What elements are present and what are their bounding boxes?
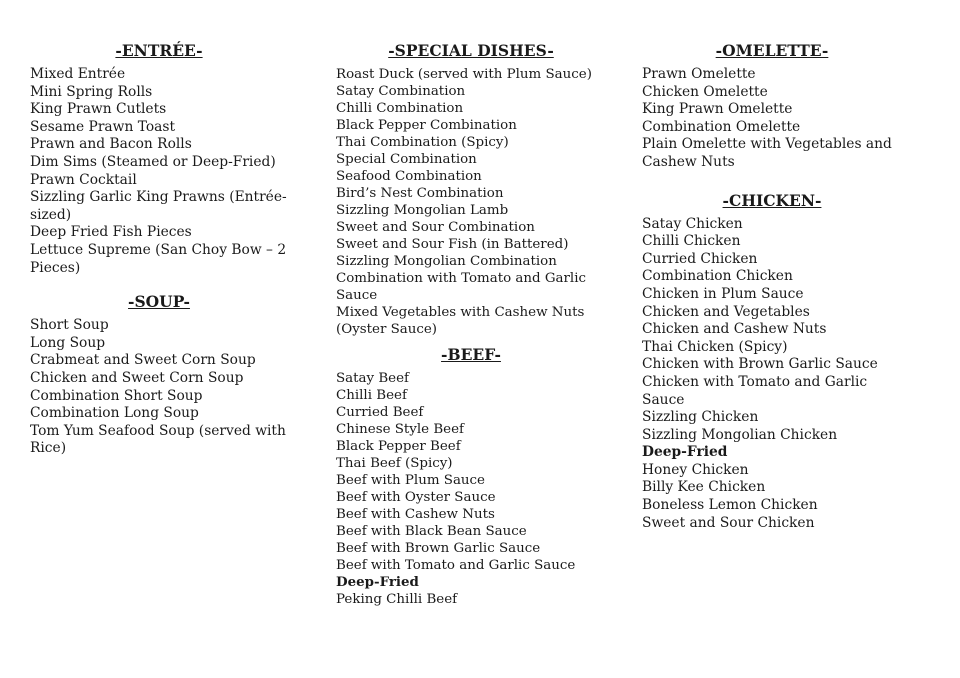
menu-item: Short Soup <box>30 317 109 334</box>
menu-item: Black Pepper Beef <box>336 439 461 454</box>
menu-subheading: Deep-Fried <box>642 444 728 461</box>
menu-section-special-dishes <box>336 40 606 338</box>
menu-item: Chilli Chicken <box>642 233 741 250</box>
menu-subheading: Deep-Fried <box>336 574 419 590</box>
menu-column-3 <box>642 40 902 532</box>
menu-item: Sizzling Mongolian Chicken <box>642 426 838 443</box>
menu-item: Billy Kee Chicken <box>642 479 766 496</box>
menu-item: Sesame Prawn Toast <box>30 118 176 135</box>
menu-item: Sweet and Sour Fish (in Battered) <box>336 237 569 252</box>
menu-item-list <box>30 317 288 458</box>
menu-item: Tom Yum Seafood Soup (served with Rice) <box>30 422 286 457</box>
menu-item: Mini Spring Rolls <box>30 83 153 100</box>
menu-item: Honey Chicken <box>642 461 749 478</box>
menu-item: Beef with Brown Garlic Sauce <box>336 541 541 556</box>
menu-column-2 <box>336 40 606 608</box>
menu-item: Boneless Lemon Chicken <box>642 497 818 514</box>
section-title: -SOUP- <box>128 292 190 312</box>
section-title: -OMELETTE- <box>715 41 829 60</box>
menu-item: Combination Chicken <box>642 268 793 285</box>
menu-section-chicken <box>642 190 902 533</box>
menu-item: Chicken with Tomato and Garlic Sauce <box>642 373 868 408</box>
menu-item: Satay Chicken <box>642 215 743 232</box>
menu-item: Prawn and Bacon Rolls <box>30 136 192 153</box>
menu-item-list <box>336 66 606 338</box>
menu-item: Sizzling Garlic King Prawns (Entrée-sized) <box>30 189 287 223</box>
menu-item: Plain Omelette with Vegetables and Cashew Nuts <box>642 136 892 170</box>
menu-item: Seafood Combination <box>336 169 482 184</box>
menu-item: Dim Sims (Steamed or Deep-Fried) <box>30 153 276 170</box>
menu-item: Sizzling Mongolian Combination <box>336 254 557 269</box>
menu-item: King Prawn Omelette <box>642 101 793 118</box>
menu-item: Chicken in Plum Sauce <box>642 285 804 302</box>
menu-item: Beef with Cashew Nuts <box>336 507 495 522</box>
menu-item: Special Combination <box>336 152 477 167</box>
menu-item: Prawn Omelette <box>642 66 756 82</box>
menu-item: Peking Chilli Beef <box>336 592 458 607</box>
menu-item: Bird’s Nest Combination <box>336 186 504 201</box>
menu-column-1 <box>30 40 288 458</box>
menu-item: Beef with Oyster Sauce <box>336 490 496 505</box>
menu-section-beef <box>336 344 606 608</box>
menu-item: Curried Chicken <box>642 250 758 267</box>
menu-item-list <box>30 66 288 277</box>
menu-section-soup <box>30 291 288 458</box>
menu-item: Sweet and Sour Chicken <box>642 514 815 531</box>
menu-item: Crabmeat and Sweet Corn Soup <box>30 352 256 369</box>
menu-item: Combination Omelette <box>642 118 801 135</box>
section-title: -BEEF- <box>441 345 501 364</box>
menu-item: Combination Short Soup <box>30 387 203 404</box>
menu-item: Deep Fried Fish Pieces <box>30 224 192 241</box>
menu-item: Chicken with Brown Garlic Sauce <box>642 356 878 373</box>
menu-item: Combination with Tomato and Garlic Sauce <box>336 271 586 303</box>
menu-section-entr-e <box>30 40 288 277</box>
section-title: -SPECIAL DISHES- <box>388 41 554 60</box>
menu-item: Sweet and Sour Combination <box>336 220 535 235</box>
menu-item: Black Pepper Combination <box>336 118 517 133</box>
menu-item: Chicken and Cashew Nuts <box>642 321 827 338</box>
menu-item-list <box>642 216 902 533</box>
menu-item: Beef with Plum Sauce <box>336 473 485 488</box>
menu-item: Chicken and Sweet Corn Soup <box>30 369 244 386</box>
menu-item: Sizzling Mongolian Lamb <box>336 203 509 218</box>
menu-item-list <box>336 370 606 608</box>
section-title: -ENTRÉE- <box>115 41 203 60</box>
section-title: -CHICKEN- <box>722 190 822 210</box>
menu-item: Prawn Cocktail <box>30 171 137 188</box>
menu-item: Chicken and Vegetables <box>642 303 810 320</box>
menu-section-omelette <box>642 40 902 172</box>
menu-item: King Prawn Cutlets <box>30 101 167 118</box>
menu-item: Chilli Combination <box>336 101 464 116</box>
menu-item: Satay Beef <box>336 371 409 386</box>
menu-item: Thai Combination (Spicy) <box>336 135 509 150</box>
menu-item: Curried Beef <box>336 405 424 420</box>
menu-item: Thai Beef (Spicy) <box>336 456 453 471</box>
menu-item: Mixed Entrée <box>30 66 126 82</box>
menu-item: Satay Combination <box>336 84 466 99</box>
menu-item-list <box>642 66 902 172</box>
menu-item: Roast Duck (served with Plum Sauce) <box>336 67 592 82</box>
menu-item: Chicken Omelette <box>642 83 768 100</box>
menu-item: Sizzling Chicken <box>642 409 759 426</box>
menu-item: Chilli Beef <box>336 388 407 403</box>
menu-item: Beef with Tomato and Garlic Sauce <box>336 558 576 573</box>
menu-item: Lettuce Supreme (San Choy Bow – 2 Pieces) <box>30 241 287 276</box>
menu-item: Thai Chicken (Spicy) <box>642 338 788 355</box>
menu-item: Long Soup <box>30 334 106 351</box>
menu-item: Chinese Style Beef <box>336 422 464 437</box>
menu-item: Beef with Black Bean Sauce <box>336 524 527 539</box>
menu-item: Combination Long Soup <box>30 405 199 422</box>
menu-item: Mixed Vegetables with Cashew Nuts (Oyster Sauce) <box>336 305 585 337</box>
